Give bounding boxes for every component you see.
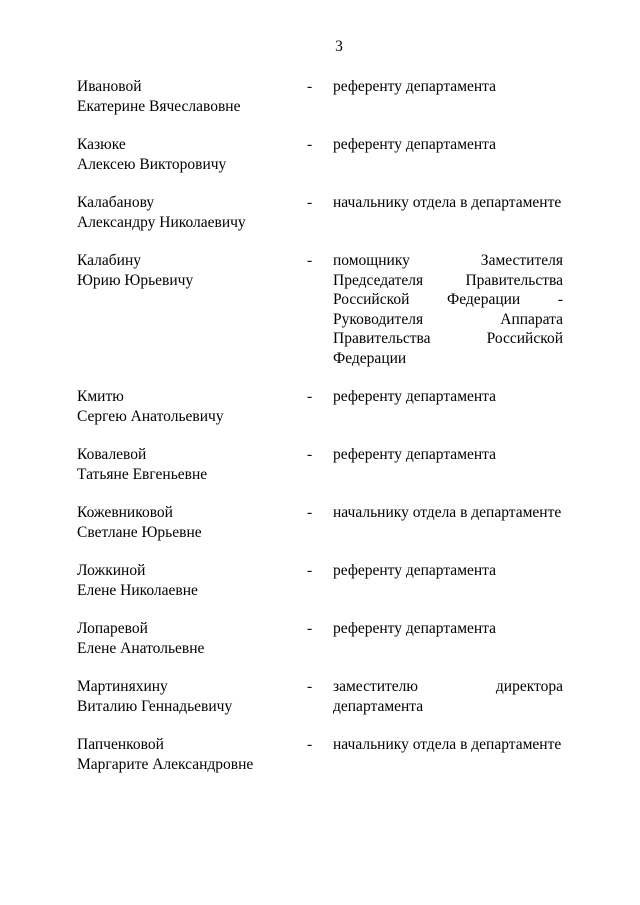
dash-separator: -	[307, 504, 313, 521]
position-text: помощнику Заместителя Председателя Правительства Российской Федерации - Руководителя Аппарата Правительства Российской Федерации	[333, 252, 563, 367]
person-name	[77, 619, 307, 658]
surname: Мартиняхину	[77, 678, 168, 695]
given-name: Елене Николаевне	[77, 581, 198, 599]
dash-separator: -	[307, 252, 313, 269]
surname: Папченковой	[77, 736, 164, 753]
given-name: Елене Анатольевне	[77, 639, 205, 657]
list-item	[77, 193, 563, 232]
list-item	[77, 503, 563, 542]
surname: Калабину	[77, 252, 141, 269]
given-name: Юрию Юрьевичу	[77, 271, 194, 289]
surname: Лопаревой	[77, 620, 148, 637]
position-text: заместителю директора департамента	[333, 678, 563, 715]
appointment-list	[77, 77, 563, 793]
person-name	[77, 77, 307, 116]
given-name: Александру Николаевичу	[77, 213, 246, 231]
list-item	[77, 251, 563, 368]
dash-separator: -	[307, 562, 313, 579]
position-text: референту департамента	[333, 620, 497, 637]
surname: Калабанову	[77, 194, 155, 211]
position-text: начальнику отдела в департаменте	[333, 504, 562, 521]
position-text: начальнику отдела в департаменте	[333, 736, 562, 753]
position-text: референту департамента	[333, 562, 497, 579]
given-name: Алексею Викторовичу	[77, 155, 227, 173]
dash-separator: -	[307, 136, 313, 153]
dash-separator: -	[307, 78, 313, 95]
position-text: референту департамента	[333, 446, 497, 463]
person-name	[77, 735, 307, 774]
dash-separator: -	[307, 194, 313, 211]
given-name: Маргарите Александровне	[77, 755, 254, 773]
person-name	[77, 561, 307, 600]
given-name: Екатерине Вячеславовне	[77, 97, 241, 115]
list-item	[77, 445, 563, 484]
dash-separator: -	[307, 678, 313, 695]
list-item	[77, 735, 563, 774]
person-name	[77, 251, 307, 290]
person-name	[77, 677, 307, 716]
position-text: референту департамента	[333, 78, 497, 95]
dash-separator: -	[307, 736, 313, 753]
position-text: референту департамента	[333, 136, 497, 153]
position-text: референту департамента	[333, 388, 497, 405]
surname: Кмитю	[77, 388, 124, 405]
surname: Кожевниковой	[77, 504, 173, 521]
dash-separator: -	[307, 446, 313, 463]
surname: Ивановой	[77, 78, 142, 95]
person-name	[77, 135, 307, 174]
person-name	[77, 193, 307, 232]
surname: Казюке	[77, 136, 126, 153]
position-text: начальнику отдела в департаменте	[333, 194, 562, 211]
list-item	[77, 135, 563, 174]
list-item	[77, 619, 563, 658]
person-name	[77, 503, 307, 542]
dash-separator: -	[307, 388, 313, 405]
surname: Ковалевой	[77, 446, 147, 463]
list-item	[77, 561, 563, 600]
given-name: Светлане Юрьевне	[77, 523, 202, 541]
list-item	[77, 77, 563, 116]
given-name: Татьяне Евгеньевне	[77, 465, 208, 483]
list-item	[77, 387, 563, 426]
list-item	[77, 677, 563, 716]
given-name: Виталию Геннадьевичу	[77, 697, 233, 715]
page-number: 3	[335, 38, 343, 55]
person-name	[77, 387, 307, 426]
dash-separator: -	[307, 620, 313, 637]
given-name: Сергею Анатольевичу	[77, 407, 224, 425]
surname: Ложкиной	[77, 562, 146, 579]
person-name	[77, 445, 307, 484]
